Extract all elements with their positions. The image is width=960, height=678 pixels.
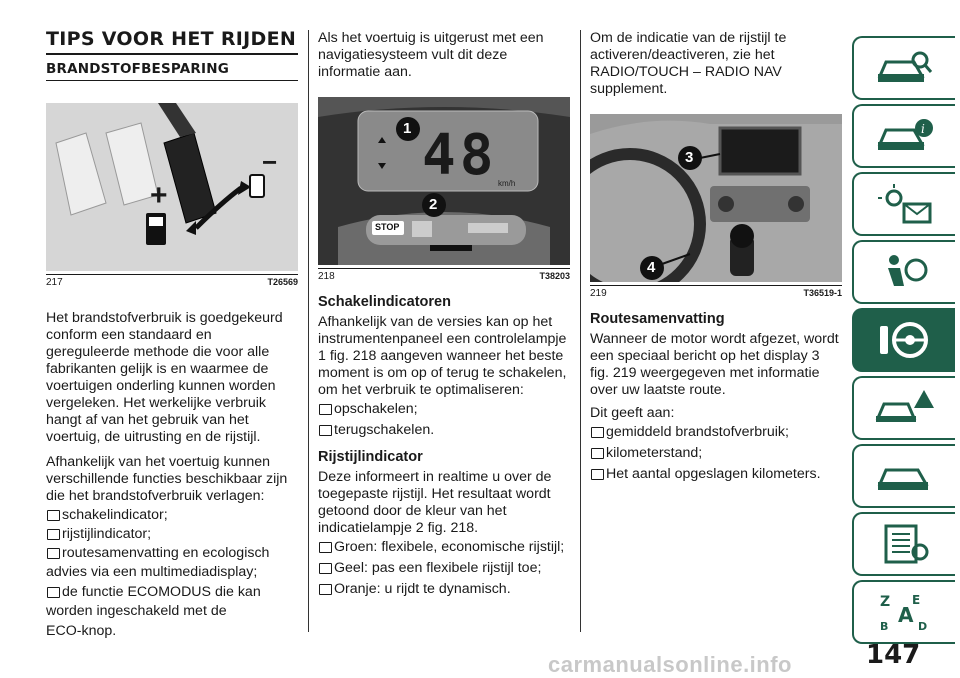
figure-code: T26569 xyxy=(267,277,298,287)
paragraph: Het brandstofverbruik is goedgekeurd conform een standaard en gereguleerde methode die voor alle fabrikanten gelijk is en waarmee de voertuigen onderling kunnen worden vergeleken. Het werkelijke verbruik hangt af van het gebruik van het voertuig, de uitrusting en de rijstijl. xyxy=(46,310,283,445)
nav-tab-specs-list[interactable] xyxy=(852,512,955,576)
section-title: TIPS VOOR HET RIJDEN xyxy=(46,28,297,50)
minus-sign: − xyxy=(262,147,278,177)
column-2 xyxy=(318,30,570,598)
subtitle-rule xyxy=(46,80,298,81)
figure-caption xyxy=(590,285,842,299)
subheading: Rijstijlindicator xyxy=(318,449,423,465)
pedals-illustration xyxy=(46,103,298,271)
nav-tab-alphabet-index[interactable] xyxy=(852,580,955,644)
paragraph: Wanneer de motor wordt afgezet, wordt een speciaal bericht op het display 3 fig. 219 weergegeven met informatie over uw laatste route. xyxy=(590,331,839,398)
list-item: Oranje: u rijdt te dynamisch. xyxy=(318,581,570,598)
figure-217-pedals xyxy=(46,103,298,271)
section-subtitle: BRANDSTOFBESPARING xyxy=(46,61,230,77)
figure-code: T38203 xyxy=(539,271,570,281)
figure-number: 218 xyxy=(318,271,335,282)
figure-caption xyxy=(46,274,298,288)
list-continuation: worden ingeschakeld met de xyxy=(46,603,227,619)
list-item: Groen: flexibele, economische rijstijl; xyxy=(318,539,570,556)
summary-list xyxy=(590,424,842,483)
list-continuation: advies via een multimediadisplay; xyxy=(46,564,258,580)
figure-219-dashboard xyxy=(590,114,842,282)
plus-sign: + xyxy=(150,179,168,212)
nav-tab-car-search[interactable] xyxy=(852,36,955,100)
column-1 xyxy=(46,30,298,641)
list-item: gemiddeld brandstofverbruik; xyxy=(590,424,842,441)
nav-tab-airbag[interactable] xyxy=(852,240,955,304)
airbag-icon xyxy=(874,250,936,294)
column-divider xyxy=(308,30,309,632)
feature-list xyxy=(46,507,298,562)
figure-caption xyxy=(318,268,570,282)
dashboard-illustration xyxy=(590,114,842,282)
callout-3: 3 xyxy=(685,149,694,166)
car-warning-icon xyxy=(874,386,936,430)
callout-1: 1 xyxy=(403,120,412,137)
figure-number: 219 xyxy=(590,288,607,299)
figure-code: T36519-1 xyxy=(803,288,842,298)
page-number: 147 xyxy=(866,640,921,670)
nav-tab-car-service[interactable] xyxy=(852,444,955,508)
subheading: Routesamenvatting xyxy=(590,311,725,327)
paragraph: Als het voertuig is uitgerust met een navigatiesysteem vult dit deze informatie aan. xyxy=(318,30,544,80)
shift-list xyxy=(318,401,570,439)
style-list xyxy=(318,539,570,598)
alphabet-index-icon xyxy=(874,590,936,634)
nav-tab-warning-lights[interactable] xyxy=(852,172,955,236)
list-item: terugschakelen. xyxy=(318,422,570,439)
figure-number: 217 xyxy=(46,277,63,288)
car-service-icon xyxy=(874,454,936,498)
speed-readout: 48 xyxy=(422,123,498,188)
list-item: de functie ECOMODUS die kan xyxy=(46,584,298,601)
figure-218-cluster xyxy=(318,97,570,265)
nav-tab-car-info[interactable] xyxy=(852,104,955,168)
specs-list-icon xyxy=(874,522,936,566)
subheading: Schakelindicatoren xyxy=(318,294,451,310)
list-item: schakelindicator; xyxy=(46,507,298,524)
paragraph: Om de indicatie van de rijstijl te activeren/deactiveren, zie het RADIO/TOUCH – RADIO NAV supplement. xyxy=(590,30,787,97)
callout-2: 2 xyxy=(429,196,438,213)
list-item: kilometerstand; xyxy=(590,445,842,462)
paragraph: Afhankelijk van de versies kan op het instrumentenpaneel een controlelampje 1 fig. 218 aangeven wanneer het beste moment is om op of terug te schakelen, om het verbruik te optimaliseren: xyxy=(318,314,567,398)
svg-text:i: i xyxy=(920,122,925,136)
car-info-icon xyxy=(874,114,936,158)
svg-text:E: E xyxy=(911,593,920,607)
nav-tab-steering-key[interactable] xyxy=(852,308,955,372)
watermark: carmanualsonline.info xyxy=(548,652,792,677)
svg-text:D: D xyxy=(917,620,927,633)
svg-text:B: B xyxy=(879,620,888,633)
car-search-icon xyxy=(874,46,936,90)
column-3 xyxy=(590,30,842,483)
speed-unit: km/h xyxy=(498,179,516,188)
steering-key-icon xyxy=(874,318,936,362)
paragraph: Afhankelijk van het voertuig kunnen verschillende functies beschikbaar zijn die het brandstofverbruik verlagen: xyxy=(46,454,288,504)
title-rule xyxy=(46,53,298,55)
nav-tab-car-warning[interactable] xyxy=(852,376,955,440)
list-item: rijstijlindicator; xyxy=(46,526,298,543)
svg-text:A: A xyxy=(897,603,913,627)
column-divider xyxy=(580,30,581,632)
list-item: Het aantal opgeslagen kilometers. xyxy=(590,466,842,483)
list-continuation: ECO-knop. xyxy=(46,623,117,639)
svg-text:Z: Z xyxy=(879,594,890,610)
warning-lights-icon xyxy=(874,182,936,226)
list-item: routesamenvatting en ecologisch xyxy=(46,545,298,562)
list-item: Geel: pas een flexibele rijstijl toe; xyxy=(318,560,570,577)
callout-4: 4 xyxy=(647,259,656,276)
stop-label: STOP xyxy=(375,222,400,232)
paragraph: Dit geeft aan: xyxy=(590,405,675,421)
paragraph: Deze informeert in realtime u over de toegepaste rijstijl. Het resultaat wordt getoond door de kleur van het indicatielampje 2 fig. 218. xyxy=(318,469,552,536)
list-item: opschakelen; xyxy=(318,401,570,418)
feature-list xyxy=(46,584,298,601)
